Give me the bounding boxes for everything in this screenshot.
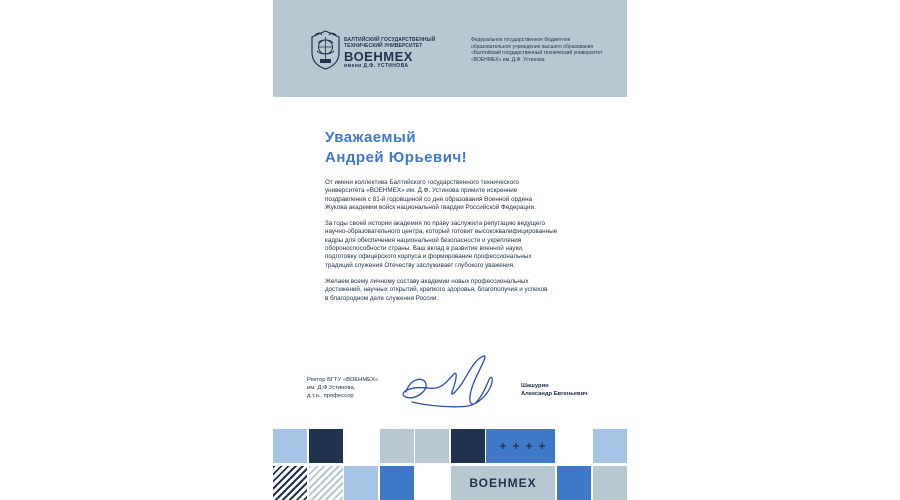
pattern-tile	[273, 466, 307, 500]
university-crest-icon	[309, 29, 342, 71]
pattern-tile	[486, 429, 555, 463]
letter-paragraph: За годы своей истории академия по праву заслужила репутацию ведущего научно-образовательного центра, который готовит высококвалифицированные кадры для обеспечения национальной безопасности и укрепления обороноспособности страны. Ваш вклад в развитие военной науки, подготовку офицерского корпуса и формирование профессиональных традиций служения Отечеству заслуживает глубокого уважения.	[325, 220, 558, 269]
signer-name: Шашурин Александр Евгеньевич	[521, 383, 588, 397]
greeting-text: Уважаемый Андрей Юрьевич!	[325, 129, 468, 166]
letter-paragraph: Желаем всему личному составу академии новых профессиональных достижений, научных открытий, крепкого здоровья, благополучия и успехов в благородном деле служения России.	[325, 277, 548, 302]
named-after: имени Д.Ф. УСТИНОВА	[344, 63, 409, 69]
footer-brand: ВОЕНМЕХ	[469, 476, 537, 490]
organization-full-name: Федеральное государственное бюджетное образовательное учреждение высшего образования «Балтийский государственный технический университет «ВОЕНМЕХ» им. Д.Ф. Устинова	[471, 37, 603, 63]
handwritten-signature	[398, 352, 508, 410]
plus-marks-icon	[486, 429, 555, 463]
greeting	[325, 128, 575, 168]
pattern-tile	[273, 429, 307, 463]
letter-paragraph: От имени коллектива Балтийского государственного технического университета «ВОЕНМЕХ» им. Д.Ф. Устинова примите искренние поздравления с 81-й годовщиной со дня образования Военной ордена Жукова академии войск национальной гвардии Российской Федерации.	[325, 179, 536, 211]
pattern-tile	[593, 429, 627, 463]
letter-body	[325, 179, 575, 311]
university-title	[344, 37, 444, 69]
pattern-tile	[380, 466, 414, 500]
pattern-tile	[557, 466, 591, 500]
pattern-tile	[309, 429, 343, 463]
pattern-tile	[309, 466, 343, 500]
letterhead	[273, 0, 627, 97]
brand-name: ВОЕНМЕХ	[344, 49, 413, 64]
pattern-tile	[451, 429, 485, 463]
signer-title: Ректор БГТУ «ВОЕНМЕХ» им. Д.Ф.Устинова, д.т.н., профессор	[307, 377, 379, 399]
pattern-tile	[344, 466, 378, 500]
university-name: БАЛТИЙСКИЙ ГОСУДАРСТВЕННЫЙ ТЕХНИЧЕСКИЙ УНИВЕРСИТЕТ	[344, 37, 436, 49]
letter-page	[273, 0, 627, 500]
pattern-tile	[415, 429, 449, 463]
pattern-tile	[593, 466, 627, 500]
pattern-tile	[380, 429, 414, 463]
footer-brand-band	[451, 466, 555, 500]
